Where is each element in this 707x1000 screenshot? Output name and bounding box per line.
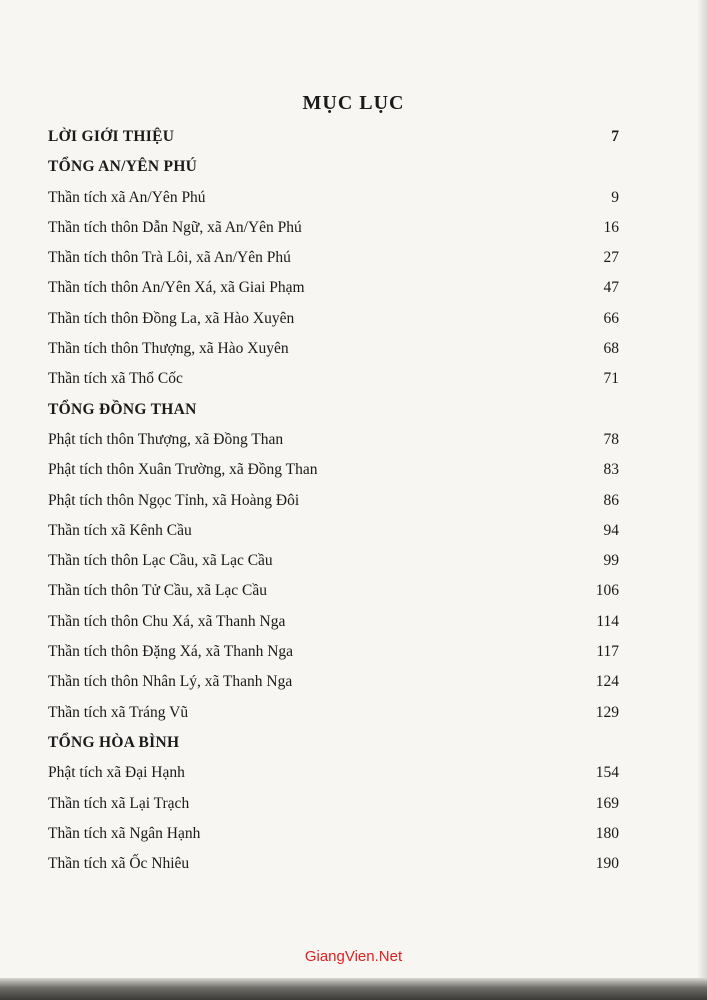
- toc-entry-label: Thần tích xã Tráng Vũ: [48, 703, 189, 721]
- toc-entry-label: LỜI GIỚI THIỆU: [48, 128, 175, 145]
- toc-entry-label: Thần tích thôn Nhân Lý, xã Thanh Nga: [48, 673, 293, 691]
- toc-entry: [0, 275, 707, 305]
- toc-page-number: 99: [603, 552, 619, 570]
- toc-entry: [0, 366, 707, 396]
- toc-entry-label: Phật tích thôn Thượng, xã Đồng Than: [48, 430, 284, 448]
- toc-entry-label: Thần tích xã Kênh Cầu: [48, 521, 192, 539]
- toc-entry: [0, 760, 707, 790]
- toc-page-number: 94: [603, 521, 619, 539]
- toc-entry-label: Thần tích thôn An/Yên Xá, xã Giai Phạm: [48, 279, 305, 297]
- toc-page-number: 83: [603, 461, 619, 479]
- toc-page-number: 114: [596, 612, 619, 630]
- toc-page-number: 78: [603, 430, 619, 448]
- toc-entry: [0, 851, 707, 881]
- toc-page-number: 106: [595, 582, 619, 600]
- toc-entry-label: Thần tích xã Lại Trạch: [48, 794, 190, 812]
- toc-entry: [0, 306, 707, 336]
- toc-entry-label: Thần tích thôn Tử Cầu, xã Lạc Cầu: [48, 582, 268, 600]
- toc-page-number: 124: [595, 673, 619, 691]
- toc-entry-label: Thần tích thôn Đặng Xá, xã Thanh Nga: [48, 643, 294, 661]
- toc-entry: [0, 215, 707, 245]
- toc-page-number: 9: [611, 188, 619, 206]
- table-of-contents: [0, 124, 707, 881]
- toc-entry: [0, 791, 707, 821]
- toc-page-number: 154: [595, 764, 619, 782]
- toc-entry-label: Thần tích thôn Trà Lôi, xã An/Yên Phú: [48, 249, 291, 267]
- toc-entry-label: Thần tích thôn Đồng La, xã Hào Xuyên: [48, 309, 295, 327]
- toc-page-number: 47: [603, 279, 619, 297]
- toc-entry: [0, 639, 707, 669]
- toc-entry-label: Thần tích xã Ngân Hạnh: [48, 824, 201, 842]
- toc-page-number: 190: [595, 855, 619, 873]
- toc-entry: [0, 336, 707, 366]
- toc-entry: [0, 245, 707, 275]
- toc-page-number: 180: [595, 824, 619, 842]
- toc-page-number: 71: [603, 370, 619, 388]
- toc-entry-label: Phật tích thôn Xuân Trường, xã Đồng Than: [48, 461, 318, 479]
- toc-page-number: 169: [595, 794, 619, 812]
- toc-entry: [0, 609, 707, 639]
- toc-section-heading: [0, 730, 707, 760]
- toc-entry-label: TỔNG HÒA BÌNH: [48, 733, 180, 751]
- toc-entry-label: TỔNG AN/YÊN PHÚ: [48, 158, 198, 176]
- toc-section-heading: [0, 397, 707, 427]
- toc-page-number: 27: [603, 249, 619, 267]
- toc-page-number: 129: [595, 703, 619, 721]
- toc-entry-label: Phật tích thôn Ngọc Tỉnh, xã Hoàng Đôi: [48, 491, 300, 509]
- page-title: MỤC LỤC: [302, 92, 405, 114]
- toc-entry: [0, 669, 707, 699]
- toc-entry: [0, 821, 707, 851]
- toc-entry-label: Thần tích xã An/Yên Phú: [48, 188, 206, 206]
- toc-entry-label: Thần tích thôn Lạc Cầu, xã Lạc Cầu: [48, 552, 273, 570]
- toc-entry: [0, 427, 707, 457]
- toc-section-heading: [0, 124, 707, 154]
- toc-entry-label: Thần tích xã Ốc Nhiêu: [48, 855, 190, 873]
- toc-entry: [0, 185, 707, 215]
- toc-entry: [0, 488, 707, 518]
- toc-page-number: 68: [603, 340, 619, 358]
- toc-page-number: 7: [611, 128, 619, 145]
- page-edge-shadow: [697, 0, 707, 1000]
- toc-entry: [0, 518, 707, 548]
- toc-entry-label: Phật tích xã Đại Hạnh: [48, 764, 185, 782]
- toc-entry: [0, 578, 707, 608]
- toc-page-number: 86: [603, 491, 619, 509]
- toc-entry: [0, 700, 707, 730]
- toc-entry-label: TỔNG ĐỒNG THAN: [48, 400, 197, 418]
- toc-section-heading: [0, 154, 707, 184]
- toc-page-number: 117: [596, 643, 619, 661]
- watermark-link[interactable]: GiangVien.Net: [304, 948, 403, 965]
- toc-entry-label: Thần tích thôn Chu Xá, xã Thanh Nga: [48, 612, 286, 630]
- page-bottom-edge: [0, 978, 707, 1000]
- toc-entry-label: Thần tích thôn Dẫn Ngữ, xã An/Yên Phú: [48, 218, 302, 236]
- toc-entry-label: Thần tích xã Thổ Cốc: [48, 370, 183, 388]
- toc-entry: [0, 548, 707, 578]
- toc-entry: [0, 457, 707, 487]
- toc-page-number: 66: [603, 309, 619, 327]
- toc-page-number: 16: [603, 218, 619, 236]
- toc-entry-label: Thần tích thôn Thượng, xã Hào Xuyên: [48, 340, 289, 358]
